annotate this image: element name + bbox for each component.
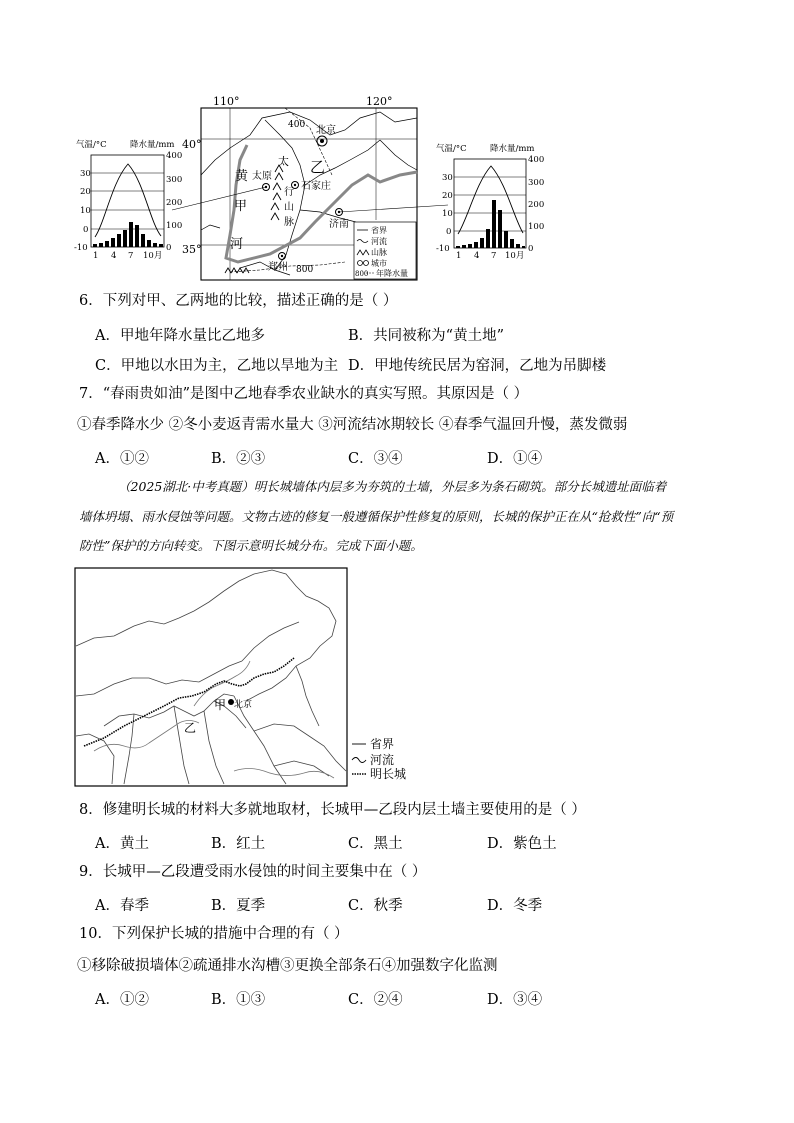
label-hang: 行 [284,187,294,198]
y-tick: 20 [442,191,453,201]
q8-option-b[interactable]: B．红土 [211,836,266,852]
y-tick: 30 [442,173,453,183]
label-huang: 黄 [235,169,249,184]
city-jinan: 济南 [329,219,349,230]
legend-river: 河流 [371,237,387,246]
legend-river: 河流 [370,753,395,767]
legend-mountain: 山脉 [371,248,387,257]
city-shijiazhuang: 石家庄 [301,181,331,192]
y-tick: 200 [166,198,183,208]
q8-option-c[interactable]: C．黑土 [348,836,403,852]
label-he: 河 [230,237,244,252]
x-tick: 1 [93,251,99,261]
q6-option-a[interactable]: A．甲地年降水量比乙地多 [95,328,265,344]
lon-120: 120° [366,95,393,108]
label-shan: 山 [284,202,294,213]
q10-items: ①移除破损墙体②疏通排水沟槽③更换全部条石④加强数字化监测 [77,958,498,974]
map-legend [354,222,416,279]
lon-110: 110° [213,95,240,108]
figure-1 [60,92,560,284]
y-tick: 0 [166,243,172,253]
q9-option-b[interactable]: B．夏季 [211,898,266,914]
q6-option-c[interactable]: C．甲地以水田为主，乙地以旱地为主 [95,358,339,374]
isohyet-400: 400 [288,120,306,130]
isohyet-800: 800 [296,265,314,275]
city-zhengzhou: 郑州 [268,262,288,273]
figure-2-great-wall-map [74,566,414,788]
y-tick: 0 [446,227,452,237]
y-tick: 10 [442,209,453,219]
y-tick: 0 [528,244,534,254]
q8-option-a[interactable]: A．黄土 [95,836,149,852]
q8-stem: 8．修建明长城的材料大多就地取材，长城甲—乙段内层土墙主要使用的是（ ） [79,802,586,818]
label-yi: 乙 [310,158,326,176]
q6-option-d[interactable]: D．甲地传统民居为窑洞，乙地为吊脚楼 [348,358,607,374]
y-tick: 300 [528,178,545,188]
y-tick: 10 [80,206,91,216]
precip-axis-label: 降水量/mm [490,144,535,154]
legend-province: 省界 [371,226,387,235]
y-tick: 200 [528,200,545,210]
q9-option-a[interactable]: A．春季 [95,898,149,914]
intro-line-2: 墙体坍塌、雨水侵蚀等问题。文物古迹的修复一般遵循保护性修复的原则，长城的保护正在从“抢救性”向“预 [79,509,674,524]
y-tick: -10 [436,244,450,254]
q7-option-d[interactable]: D．①④ [487,451,543,467]
map-legend [352,736,406,781]
legend-isohyet-value: 800 [355,270,369,278]
legend-great-wall: 明长城 [370,767,407,781]
city-beijing: 北京 [316,125,336,136]
y-tick: 0 [83,225,89,235]
label-jia: 甲 [234,199,248,214]
q9-stem: 9．长城甲—乙段遭受雨水侵蚀的时间主要集中在（ ） [79,864,427,880]
x-tick: 1 [456,251,462,261]
y-tick: 20 [80,187,91,197]
q8-option-d[interactable]: D．紫色土 [487,836,557,852]
x-tick: 7 [128,251,134,261]
q7-option-c[interactable]: C．③④ [348,451,403,467]
label-yi: 乙 [184,721,197,735]
legend-city: 城市 [371,259,387,268]
y-tick: -10 [74,243,88,253]
q10-option-a[interactable]: A．①② [95,992,149,1008]
legend-isohyet: 年降水量 [376,269,408,278]
q7-stem: 7．“春雨贵如油”是图中乙地春季农业缺水的真实写照。其原因是（ ） [79,386,529,402]
label-beijing: 北京 [234,700,253,710]
temp-axis-label: 气温/°C [436,144,467,154]
label-jia: 甲 [214,698,227,712]
y-tick: 300 [166,175,183,185]
q7-option-a[interactable]: A．①② [95,451,149,467]
intro-line-1: （2025湖北·中考真题）明长城墙体内层多为夯筑的土墙，外层多为条石砌筑。部分长城遗址面临着 [118,479,667,494]
y-tick: 100 [166,221,183,231]
q10-stem: 10．下列保护长城的措施中合理的有（ ） [79,926,349,942]
q7-option-b[interactable]: B．②③ [211,451,266,467]
q7-items: ①春季降水少 ②冬小麦返青需水量大 ③河流结冰期较长 ④春季气温回升慢，蒸发微弱 [77,417,628,433]
intro-line-3: 防性”保护的方向转变。下图示意明长城分布。完成下面小题。 [79,538,423,553]
q9-option-c[interactable]: C．秋季 [348,898,403,914]
climate-chart-right [436,143,544,261]
q6-stem: 6．下列对甲、乙两地的比较，描述正确的是（ ） [79,293,398,309]
q10-option-c[interactable]: C．②④ [348,992,403,1008]
precip-axis-label: 降水量/mm [130,140,175,150]
label-tai: 太 [278,155,289,168]
x-tick: 4 [111,251,117,261]
x-tick: 4 [474,251,480,261]
city-taiyuan: 太原 [252,171,272,182]
x-tick: 10月 [143,251,163,261]
y-tick: 30 [80,169,91,179]
north-china-map [182,95,417,280]
lat-35: 35° [182,243,202,256]
y-tick: 400 [528,155,545,165]
x-tick: 7 [491,251,497,261]
climate-chart-left [74,139,182,261]
y-tick: 400 [166,151,183,161]
temp-axis-label: 气温/°C [76,140,107,150]
x-tick: 10月 [505,251,525,261]
lat-40: 40° [182,138,202,151]
y-tick: 100 [528,222,545,232]
q9-option-d[interactable]: D．冬季 [487,898,543,914]
q10-option-b[interactable]: B．①③ [211,992,266,1008]
legend-province: 省界 [370,737,395,751]
q10-option-d[interactable]: D．③④ [487,992,543,1008]
q6-option-b[interactable]: B．共同被称为“黄土地” [348,328,504,344]
label-mai: 脉 [284,217,294,228]
